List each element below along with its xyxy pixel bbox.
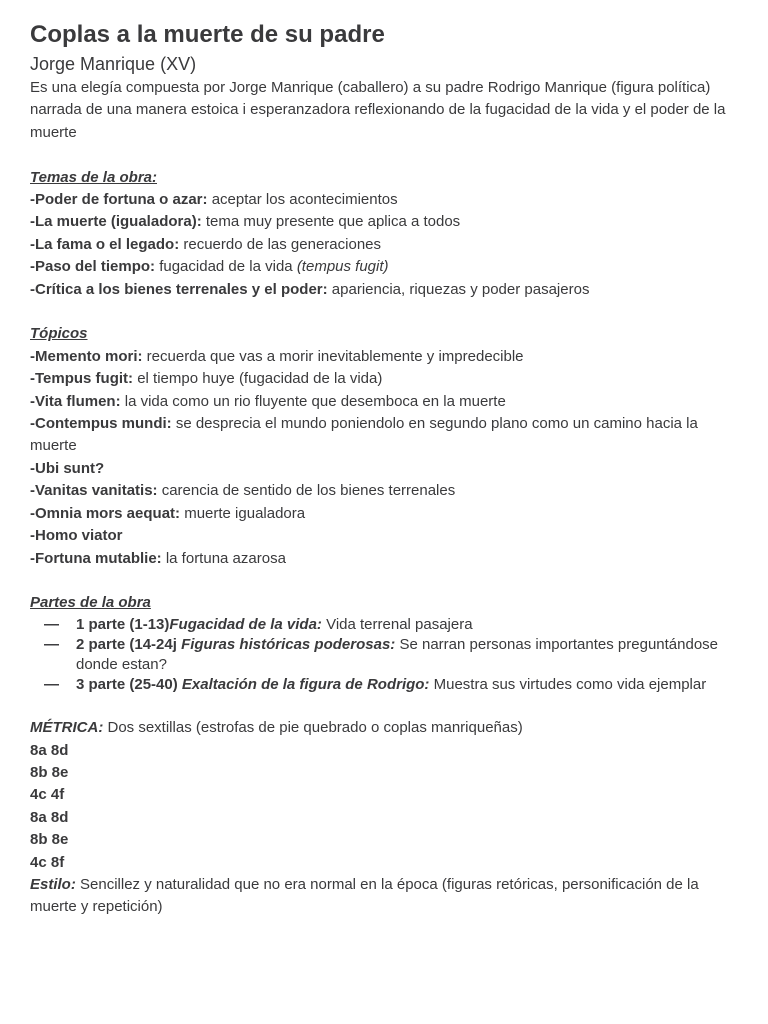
partes-section bbox=[30, 592, 738, 694]
spacer bbox=[30, 301, 738, 323]
dash-bullet: — bbox=[44, 615, 59, 633]
spacer bbox=[30, 570, 738, 592]
page-title: Coplas a la muerte de su padre bbox=[30, 21, 385, 48]
topicos-section bbox=[30, 323, 738, 569]
list-item: — 1 parte (1-13)Fugacidad de la vida: Vida terrenal pasajera bbox=[44, 615, 473, 633]
temas-section bbox=[30, 167, 738, 301]
partes-list bbox=[30, 615, 738, 695]
metric-scheme-line: 4c 4f bbox=[30, 786, 65, 804]
tema-item: -La fama o el legado: recuerdo de las generaciones bbox=[30, 235, 381, 253]
topico-item: -Fortuna mutablie: la fortuna azarosa bbox=[30, 549, 286, 567]
metric-scheme-line: 4c 8f bbox=[30, 853, 65, 871]
tema-item: -Poder de fortuna o azar: aceptar los acontecimientos bbox=[30, 191, 398, 209]
estilo-line: Estilo: Sencillez y naturalidad que no era normal en la época (figuras retóricas, personificación de la muerte y repetición) bbox=[30, 875, 699, 916]
intro-paragraph: Es una elegía compuesta por Jorge Manrique (caballero) a su padre Rodrigo Manrique (figura política) narrada de una manera estoica i esperanzadora reflexionando de la fugacidad de la vida y el poder de la muerte bbox=[30, 79, 726, 141]
dash-bullet: — bbox=[44, 675, 59, 693]
metrica-section bbox=[30, 717, 738, 919]
temas-heading: Temas de la obra: bbox=[30, 168, 157, 186]
metric-scheme-line: 8b 8e bbox=[30, 831, 69, 849]
metric-scheme-line: 8a 8d bbox=[30, 808, 69, 826]
list-item: — 3 parte (25-40) Exaltación de la figura de Rodrigo: Muestra sus virtudes como vida ejemplar bbox=[44, 675, 707, 693]
tema-item: -La muerte (igualadora): tema muy presente que aplica a todos bbox=[30, 213, 461, 231]
topico-item: -Ubi sunt? bbox=[30, 459, 105, 477]
list-item: — 2 parte (14-24j Figuras históricas poderosas: Se narran personas importantes preguntándose donde estan? bbox=[44, 635, 719, 673]
tema-item: -Paso del tiempo: fugacidad de la vida (tempus fugit) bbox=[30, 258, 389, 276]
topico-item: -Vita flumen: la vida como un rio fluyente que desemboca en la muerte bbox=[30, 392, 506, 410]
metric-scheme-line: 8a 8d bbox=[30, 741, 69, 759]
page-subtitle: Jorge Manrique (XV) bbox=[30, 54, 197, 74]
metric-scheme-line: 8b 8e bbox=[30, 763, 69, 781]
topico-item: -Homo viator bbox=[30, 527, 123, 545]
partes-heading: Partes de la obra bbox=[30, 594, 151, 612]
metrica-line: MÉTRICA: Dos sextillas (estrofas de pie quebrado o coplas manriqueñas) bbox=[30, 719, 523, 737]
topico-item: -Contempus mundi: se desprecia el mundo poniendolo en segundo plano como un camino hacia la muerte bbox=[30, 415, 698, 455]
spacer bbox=[30, 695, 738, 717]
topicos-heading: Tópicos bbox=[30, 325, 88, 343]
topico-item: -Omnia mors aequat: muerte igualadora bbox=[30, 504, 306, 522]
topico-item: -Memento mori: recuerda que vas a morir inevitablemente y impredecible bbox=[30, 347, 524, 365]
topico-item: -Tempus fugit: el tiempo huye (fugacidad de la vida) bbox=[30, 370, 383, 388]
topico-item: -Vanitas vanitatis: carencia de sentido de los bienes terrenales bbox=[30, 482, 456, 500]
tema-item: -Crítica a los bienes terrenales y el poder: apariencia, riquezas y poder pasajeros bbox=[30, 280, 590, 298]
spacer bbox=[30, 144, 738, 166]
dash-bullet: — bbox=[44, 635, 59, 653]
